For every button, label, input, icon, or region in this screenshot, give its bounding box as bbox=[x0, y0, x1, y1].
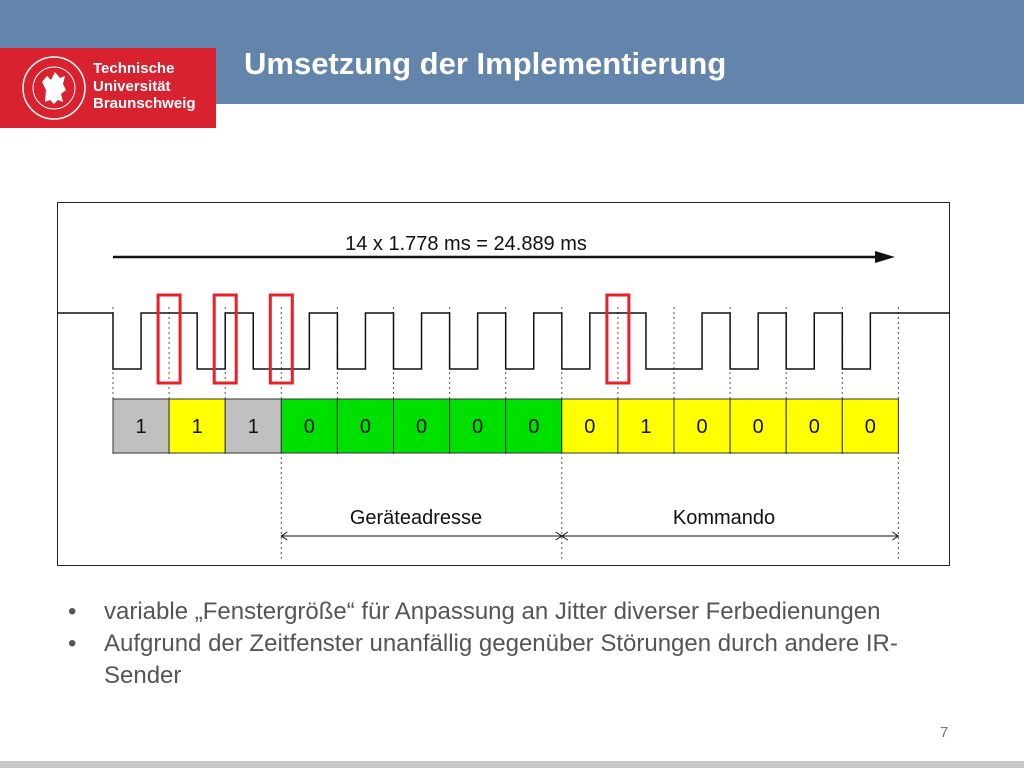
bit-value: 0 bbox=[303, 416, 315, 438]
rc5-timing-diagram bbox=[57, 202, 950, 566]
bit-value: 1 bbox=[135, 416, 147, 438]
signal-waveform bbox=[57, 313, 950, 369]
footer-bar bbox=[0, 761, 1024, 768]
bit-value: 0 bbox=[752, 416, 764, 438]
slide-title: Umsetzung der Implementierung bbox=[244, 46, 727, 81]
page-number: 7 bbox=[940, 724, 949, 741]
bit-value: 0 bbox=[528, 416, 540, 438]
bullet-marker: • bbox=[68, 630, 77, 657]
bit-value: 0 bbox=[808, 416, 820, 438]
bullet-item bbox=[68, 596, 948, 628]
bullet-list bbox=[68, 596, 948, 692]
university-name-line: Technische bbox=[93, 60, 175, 77]
bit-value: 1 bbox=[247, 416, 259, 438]
university-seal-icon bbox=[18, 50, 90, 126]
university-name bbox=[93, 60, 196, 113]
bullet-text: Aufgrund der Zeitfenster unanfällig gegenüber Störungen durch andere IR-Sender bbox=[104, 630, 898, 689]
timing-arrow-head bbox=[875, 251, 895, 263]
bullet-marker: • bbox=[68, 598, 77, 625]
bit-value: 1 bbox=[640, 416, 652, 438]
bit-value: 0 bbox=[696, 416, 708, 438]
timing-label: 14 x 1.778 ms = 24.889 ms bbox=[345, 233, 587, 255]
university-name-line: Universität bbox=[93, 77, 171, 95]
bit-value: 1 bbox=[191, 416, 203, 438]
bit-value: 0 bbox=[584, 416, 596, 438]
university-name-line: Braunschweig bbox=[93, 95, 196, 112]
section-label-command: Kommando bbox=[672, 507, 776, 529]
bullet-text: variable „Fenstergröße“ für Anpassung an Jitter diverser Ferbedienungen bbox=[104, 598, 881, 625]
bit-value: 0 bbox=[864, 416, 876, 438]
section-label-address: Geräteadresse bbox=[349, 507, 483, 529]
bit-value: 0 bbox=[359, 416, 372, 438]
bit-value: 0 bbox=[472, 416, 484, 438]
bit-value: 0 bbox=[415, 416, 428, 438]
bullet-item bbox=[68, 628, 948, 692]
